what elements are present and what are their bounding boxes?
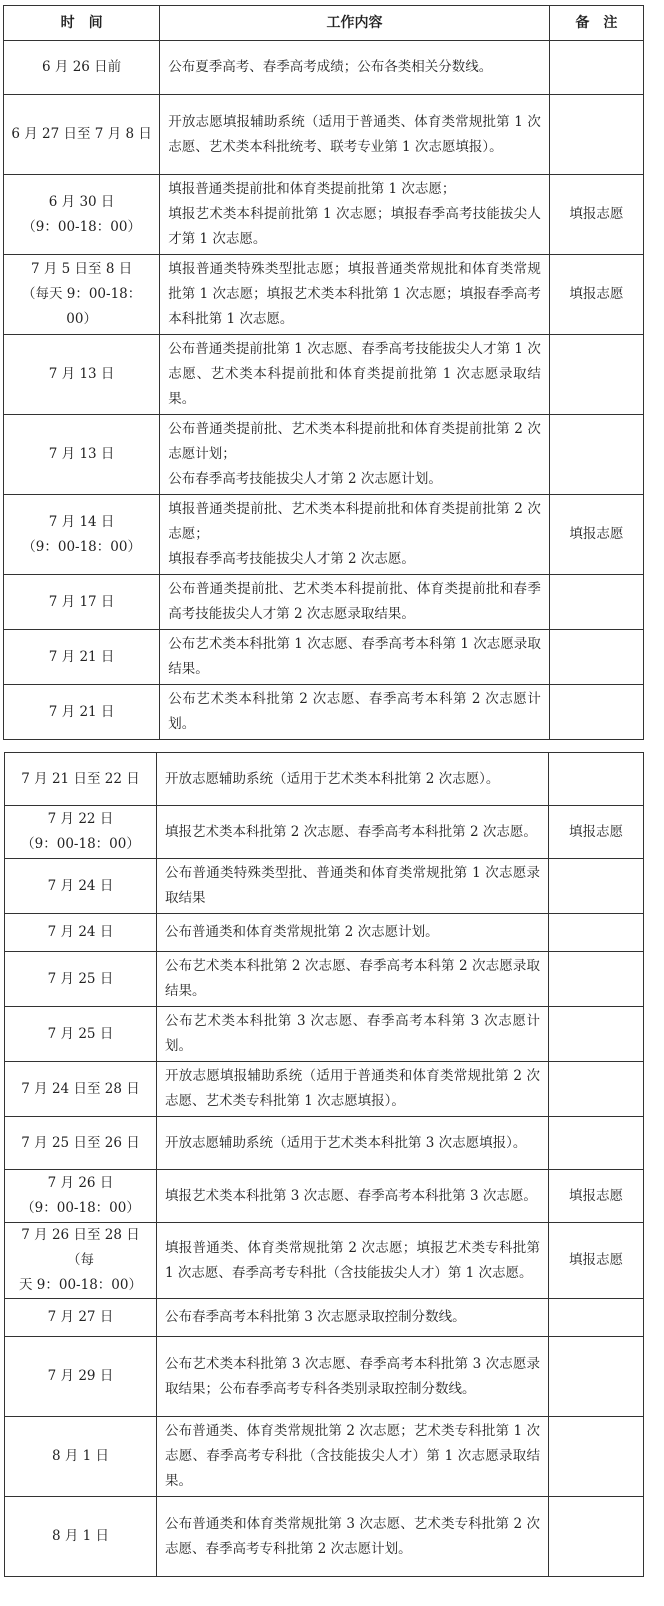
note-cell [549,1417,644,1497]
content-paragraph: 开放志愿辅助系统（适用于艺术类本科批第 2 次志愿）。 [165,770,500,787]
header-content: 工作内容 [160,6,550,41]
content-paragraph: 公布普通类、体育类常规批第 2 次志愿；艺术类专科批第 1 次志愿、春季高考专科批（含技能拔尖人才）第 1 次志愿录取结果。 [165,1423,540,1489]
time-cell [5,1062,157,1117]
time-cell [4,335,160,415]
time-cell [4,41,160,95]
note-cell [549,1007,644,1062]
content-cell [157,1007,549,1062]
table-row [4,495,644,575]
content-cell [160,685,550,740]
content-cell [160,575,550,630]
note-cell [549,685,643,740]
note-cell: 填报志愿 [549,175,643,255]
content-paragraph: 公布普通类和体育类常规批第 2 次志愿计划。 [165,924,439,940]
content-paragraph: 填报普通类特殊类型批志愿；填报普通类常规批和体育类常规批第 1 次志愿；填报艺术类本科批第 1 次志愿；填报春季高考本科批第 1 次志愿。 [168,261,541,327]
time-cell [5,1117,157,1170]
time-line: 7 月 13 日 [48,366,115,382]
table-row [4,575,644,630]
note-cell [549,575,643,630]
note-cell [549,753,644,806]
time-cell [5,753,157,806]
time-cell [5,1007,157,1062]
note-cell [549,914,644,952]
time-line: 6 月 26 日前 [42,59,122,75]
content-cell [157,914,549,952]
note-cell [549,952,644,1007]
time-line: 7 月 24 日至 28 日 [21,1080,140,1097]
time-cell [4,685,160,740]
content-paragraph: 公布普通类提前批、艺术类本科提前批和体育类提前批第 2 次志愿计划； [168,421,541,462]
table-row [5,806,644,859]
time-line: 7 月 25 日 [47,970,114,987]
schedule-table-part-1 [3,5,644,740]
content-paragraph: 公布春季高考技能拔尖人才第 2 次志愿计划。 [168,471,442,487]
time-line: 7 月 26 日 [47,1175,114,1191]
table-row [5,1299,644,1337]
note-cell [549,335,643,415]
table-row [4,685,644,740]
time-line: （9：00-18：00） [22,218,141,235]
content-cell [160,415,550,495]
content-cell [160,630,550,685]
note-cell [549,1497,644,1577]
time-line: 7 月 25 日 [47,1025,114,1042]
time-line: 7 月 21 日至 22 日 [21,770,140,787]
time-line: （9：00-18：00） [22,538,141,555]
note-cell: 填报志愿 [549,495,643,575]
note-cell [549,1117,644,1170]
content-cell [157,859,549,914]
table-row [4,41,644,95]
content-paragraph: 公布艺术类本科批第 3 次志愿、春季高考本科批第 3 次志愿录取结果；公布春季高考专科各类别录取控制分数线。 [165,1355,540,1397]
time-cell [5,1417,157,1497]
time-line: 7 月 17 日 [48,593,115,610]
table-row [5,1417,644,1497]
content-paragraph: 填报普通类、体育类常规批第 2 次志愿；填报艺术类专科批第 1 次志愿、春季高考专科批（含技能拔尖人才）第 1 次志愿。 [165,1239,540,1281]
content-cell [157,1223,549,1299]
content-paragraph: 公布春季高考本科批第 3 次志愿录取控制分数线。 [165,1309,466,1325]
time-line: 8 月 1 日 [51,1448,110,1464]
note-cell [549,415,643,495]
content-paragraph: 公布艺术类本科批第 1 次志愿、春季高考本科第 1 次志愿录取结果。 [168,636,541,677]
content-cell [157,806,549,859]
time-line: 7 月 22 日 [47,811,114,827]
content-cell [157,1299,549,1337]
content-cell [160,495,550,575]
header-note: 备 注 [549,6,643,41]
time-line: （每天 9：00-18： [21,286,142,302]
content-paragraph: 开放志愿填报辅助系统（适用于普通类和体育类常规批第 2 次志愿、艺术类专科批第 1 次志愿填报）。 [165,1068,540,1109]
note-cell [549,1337,644,1417]
note-cell [549,1062,644,1117]
content-cell [157,1337,549,1417]
time-cell [5,1337,157,1417]
content-cell [157,753,549,806]
time-cell [4,630,160,685]
time-cell [5,1223,157,1299]
note-cell [549,630,643,685]
note-cell: 填报志愿 [549,255,643,335]
time-line: 7 月 27 日 [47,1309,114,1325]
time-cell [5,806,157,859]
content-paragraph: 填报普通类提前批和体育类提前批第 1 次志愿； [168,181,456,197]
time-cell [5,914,157,952]
content-cell [157,1117,549,1170]
time-cell [5,859,157,914]
content-paragraph: 公布艺术类本科批第 2 次志愿、春季高考本科第 2 次志愿录取结果。 [165,958,540,999]
time-line: 8 月 1 日 [51,1528,110,1544]
time-cell [5,1170,157,1223]
time-line: （9：00-18：00） [21,836,140,852]
content-cell [157,1497,549,1577]
time-cell [4,175,160,255]
time-line: 7 月 21 日 [48,703,115,720]
time-line: 7 月 25 日至 26 日 [21,1134,140,1151]
header-time: 时 间 [4,6,160,41]
content-cell [160,41,550,95]
table-row [5,1223,644,1299]
content-cell [157,1062,549,1117]
table-row [5,1062,644,1117]
time-line: 6 月 27 日至 7 月 8 日 [11,126,152,142]
content-cell [157,1417,549,1497]
table-row [5,1497,644,1577]
time-line: 天 9：00-18：00） [19,1277,142,1293]
content-paragraph: 公布普通类提前批、艺术类本科提前批、体育类提前批和春季高考技能拔尖人才第 2 次志愿录取结果。 [168,581,541,622]
time-cell [4,495,160,575]
time-line: （9：00-18：00） [21,1200,140,1216]
table-row [5,952,644,1007]
table-row [4,630,644,685]
time-line: 7 月 5 日至 8 日 [31,261,133,277]
content-paragraph: 填报普通类提前批、艺术类本科提前批和体育类提前批第 2 次志愿； [168,501,541,542]
note-cell [549,95,643,175]
time-line: 6 月 30 日 [48,193,115,210]
note-cell [549,859,644,914]
table-row [5,859,644,914]
table-row [4,415,644,495]
table-row [4,335,644,415]
table-row [4,175,644,255]
schedule-table-part-2 [4,752,644,1577]
note-cell: 填报志愿 [549,1170,644,1223]
time-line: 7 月 26 日至 28 日（每 [21,1227,140,1268]
time-cell [4,255,160,335]
table-row [5,1170,644,1223]
content-paragraph: 公布艺术类本科批第 3 次志愿、春季高考本科第 3 次志愿计划。 [165,1013,540,1054]
content-cell [160,255,550,335]
content-paragraph: 填报艺术类本科提前批第 1 次志愿；填报春季高考技能拔尖人才第 1 次志愿。 [168,206,541,247]
time-line: 7 月 24 日 [47,877,114,894]
time-line: 7 月 13 日 [48,446,115,462]
table-row [5,1117,644,1170]
content-paragraph: 公布普通类提前批第 1 次志愿、春季高考技能拔尖人才第 1 次志愿、艺术类本科提前批和体育类提前批第 1 次志愿录取结果。 [168,341,541,407]
content-cell [160,95,550,175]
time-cell [4,95,160,175]
content-paragraph: 填报艺术类本科批第 3 次志愿、春季高考本科批第 3 次志愿。 [165,1187,537,1204]
content-paragraph: 公布艺术类本科批第 2 次志愿、春季高考本科第 2 次志愿计划。 [168,691,541,732]
note-cell [549,41,643,95]
note-cell [549,1299,644,1337]
time-cell [4,575,160,630]
content-paragraph: 公布普通类特殊类型批、普通类和体育类常规批第 1 次志愿录取结果 [165,865,540,906]
time-cell [5,952,157,1007]
note-cell: 填报志愿 [549,1223,644,1299]
content-cell [160,175,550,255]
content-paragraph: 公布普通类和体育类常规批第 3 次志愿、艺术类专科批第 2 次志愿、春季高考专科批第 2 次志愿计划。 [165,1515,540,1557]
note-cell: 填报志愿 [549,806,644,859]
time-cell [5,1497,157,1577]
content-cell [157,1170,549,1223]
time-cell [5,1299,157,1337]
table-row [5,1337,644,1417]
time-line: 7 月 21 日 [48,648,115,665]
content-paragraph: 开放志愿填报辅助系统（适用于普通类、体育类常规批第 1 次志愿、艺术类本科批统考、联考专业第 1 次志愿填报）。 [168,113,541,155]
time-cell [4,415,160,495]
table-row [5,753,644,806]
time-line: 7 月 24 日 [47,924,114,940]
table-row [5,1007,644,1062]
time-line: 00） [66,311,97,327]
content-paragraph: 填报艺术类本科批第 2 次志愿、春季高考本科批第 2 次志愿。 [165,823,537,840]
content-cell [157,952,549,1007]
time-line: 7 月 29 日 [47,1368,114,1384]
content-cell [160,335,550,415]
table-header-row [4,6,644,41]
table-row [5,914,644,952]
table-row [4,95,644,175]
content-paragraph: 填报春季高考技能拔尖人才第 2 次志愿。 [168,551,415,567]
content-paragraph: 开放志愿辅助系统（适用于艺术类本科批第 3 次志愿填报）。 [165,1134,527,1151]
content-paragraph: 公布夏季高考、春季高考成绩；公布各类相关分数线。 [168,59,493,75]
table-row [4,255,644,335]
time-line: 7 月 14 日 [48,513,115,530]
